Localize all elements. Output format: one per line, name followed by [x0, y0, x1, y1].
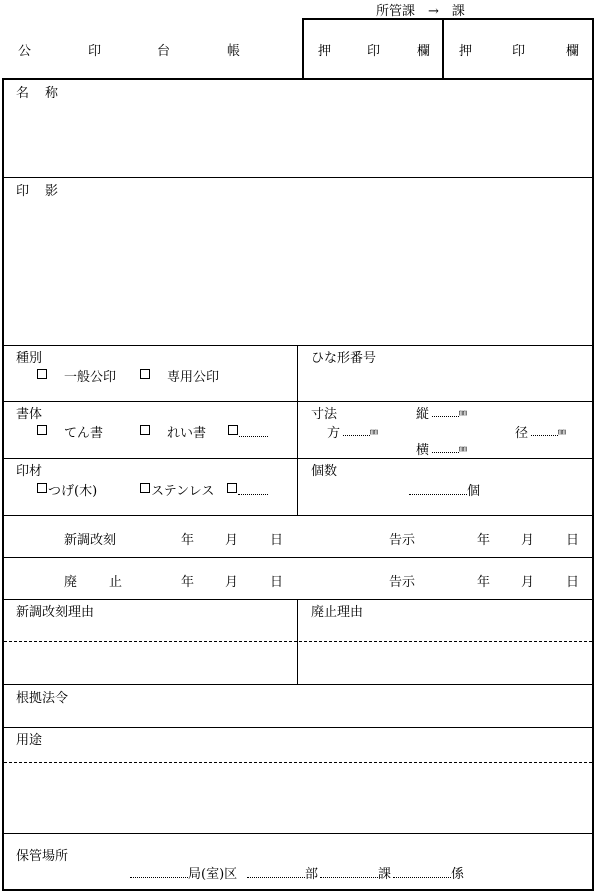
date-day: 日 — [270, 575, 284, 590]
date-day: 日 — [566, 533, 580, 548]
row-separator — [3, 727, 593, 728]
name-label-char: 名 — [16, 86, 30, 101]
date-day: 日 — [566, 575, 580, 590]
count-blank[interactable] — [409, 494, 467, 495]
typeface-clerical-script-label: れい書 — [167, 426, 207, 441]
notice-label: 告示 — [389, 533, 416, 548]
dept-section-label: 所管課 → 課 — [376, 4, 465, 19]
date-month: 月 — [225, 533, 239, 548]
row-separator — [3, 177, 593, 178]
header-seal-divider — [442, 18, 444, 79]
header-seal-left-border — [302, 18, 304, 79]
size-square-blank[interactable] — [343, 435, 370, 436]
kind-general-checkbox[interactable] — [37, 369, 47, 379]
usage-dashed-line — [4, 762, 592, 763]
typeface-seal-script-checkbox[interactable] — [37, 425, 47, 435]
date-year: 年 — [477, 575, 491, 590]
outer-left-border — [2, 78, 4, 891]
typeface-clerical-script-checkbox[interactable] — [140, 425, 150, 435]
seal-field-1-char: 欄 — [417, 44, 431, 59]
material-other-blank[interactable] — [238, 494, 268, 495]
storage-section-blank[interactable] — [320, 877, 378, 878]
size-horizontal-unit: ㎜ — [459, 444, 467, 453]
material-stainless-label: ステンレス — [151, 484, 215, 499]
date-year: 年 — [181, 533, 195, 548]
date-day: 日 — [270, 533, 284, 548]
outer-bottom-border — [2, 889, 594, 891]
date-year: 年 — [477, 533, 491, 548]
row-separator — [3, 599, 593, 600]
storage-bureau-label: 局(室)区 — [188, 867, 238, 882]
material-boxwood-label: つげ(木) — [48, 484, 98, 499]
typeface-other-blank[interactable] — [239, 436, 268, 437]
kind-special-checkbox[interactable] — [140, 369, 150, 379]
storage-department-label: 部 — [305, 867, 319, 882]
row-separator — [3, 515, 593, 516]
header-bottom-border — [2, 78, 594, 80]
date-month: 月 — [225, 575, 239, 590]
storage-unit-label: 係 — [451, 867, 465, 882]
storage-department-blank[interactable] — [247, 877, 305, 878]
size-vertical-unit: ㎜ — [459, 408, 467, 417]
count-label: 個数 — [311, 464, 338, 479]
name-label-char: 称 — [45, 86, 59, 101]
ledger-title-char: 台 — [157, 44, 171, 59]
material-stainless-checkbox[interactable] — [140, 483, 150, 493]
size-diameter-blank[interactable] — [531, 435, 558, 436]
abolish-reason-label: 廃止理由 — [311, 605, 364, 620]
legal-basis-label: 根拠法令 — [16, 691, 69, 706]
count-unit: 個 — [467, 484, 481, 499]
storage-label: 保管場所 — [16, 849, 69, 864]
row-separator — [3, 401, 593, 402]
impression-label-char: 影 — [45, 184, 59, 199]
size-horizontal-label: 横 — [416, 443, 430, 458]
kind-label: 種別 — [16, 351, 43, 366]
material-boxwood-checkbox[interactable] — [37, 483, 47, 493]
size-vertical-label: 縦 — [416, 407, 430, 422]
impression-label-char: 印 — [16, 184, 30, 199]
ledger-title-char: 公 — [18, 44, 32, 59]
storage-section-label: 課 — [378, 867, 392, 882]
size-vertical-blank[interactable] — [432, 416, 459, 417]
seal-field-2-char: 印 — [512, 44, 526, 59]
date-year: 年 — [181, 575, 195, 590]
size-label: 寸法 — [311, 407, 338, 422]
column-divider — [297, 345, 298, 515]
seal-field-2-char: 押 — [459, 44, 473, 59]
size-horizontal-blank[interactable] — [432, 452, 459, 453]
row-separator — [3, 833, 593, 834]
seal-field-2-char: 欄 — [566, 44, 580, 59]
typeface-other-checkbox[interactable] — [228, 425, 238, 435]
ledger-title-char: 帳 — [227, 44, 241, 59]
reason-dashed-line — [4, 641, 592, 642]
abolish-label-char: 止 — [109, 575, 123, 590]
material-label: 印材 — [16, 464, 43, 479]
typeface-seal-script-label: てん書 — [64, 426, 104, 441]
size-diameter-unit: ㎜ — [558, 427, 566, 436]
date-month: 月 — [521, 575, 535, 590]
usage-label: 用途 — [16, 733, 43, 748]
ledger-title-char: 印 — [88, 44, 102, 59]
row-separator — [3, 458, 593, 459]
typeface-label: 書体 — [16, 407, 43, 422]
size-diameter-label: 径 — [515, 426, 529, 441]
notice-label: 告示 — [389, 575, 416, 590]
storage-unit-blank[interactable] — [393, 877, 451, 878]
seal-field-1-char: 印 — [367, 44, 381, 59]
new-reason-label: 新調改刻理由 — [16, 605, 95, 620]
abolish-label-char: 廃 — [64, 575, 78, 590]
outer-right-border — [592, 18, 594, 891]
seal-field-1-char: 押 — [318, 44, 332, 59]
material-other-checkbox[interactable] — [227, 483, 237, 493]
kind-special-label: 専用公印 — [167, 370, 220, 385]
row-separator — [3, 345, 593, 346]
row-separator — [3, 557, 593, 558]
model-number-label: ひな形番号 — [311, 351, 377, 366]
date-month: 月 — [521, 533, 535, 548]
size-square-unit: ㎜ — [370, 427, 378, 436]
row-separator — [3, 684, 593, 685]
new-engraving-label: 新調改刻 — [64, 533, 117, 548]
kind-general-label: 一般公印 — [64, 370, 117, 385]
storage-bureau-blank[interactable] — [130, 877, 188, 878]
size-square-label: 方 — [327, 426, 341, 441]
